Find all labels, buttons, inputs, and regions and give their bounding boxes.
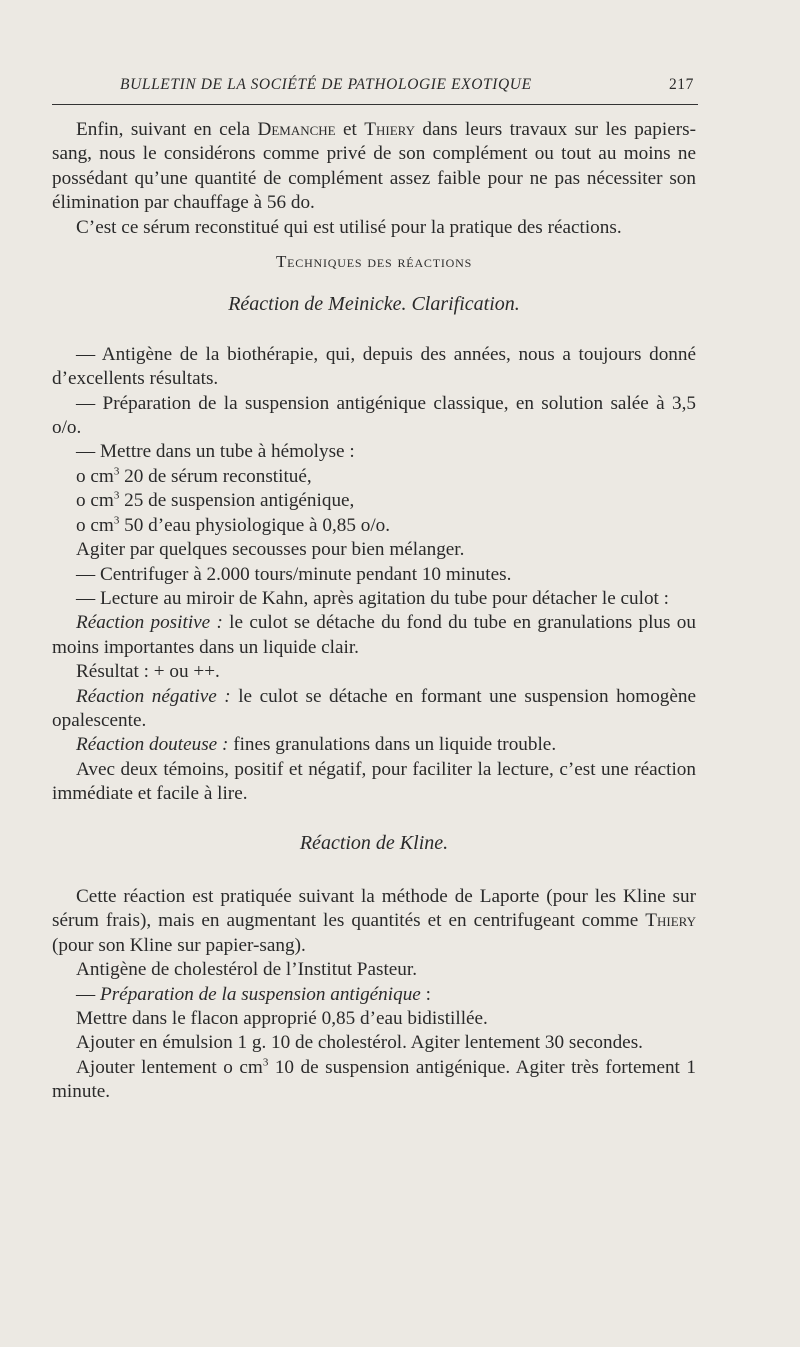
reaction-negative xyxy=(52,685,696,734)
text-run: (pour son Kline sur papier-sang). xyxy=(52,934,306,956)
text-run: : xyxy=(420,983,431,1005)
text-run: o cm xyxy=(76,514,114,536)
step-centrifuger: — Centrifuger à 2.000 tours/minute pendant 10 minutes. xyxy=(76,563,512,585)
article-body xyxy=(52,118,696,1105)
reaction-label: Réaction négative : xyxy=(76,685,231,707)
step-agiter: Agiter par quelques secousses pour bien mélanger. xyxy=(76,539,465,561)
superscript: 3 xyxy=(113,514,120,527)
text-run: 20 de sérum reconstitué, xyxy=(119,465,312,487)
step-antigene: — Antigène de la biothérapie, qui, depuis des années, nous a toujours donné d’excellents résultats. xyxy=(52,343,696,390)
reaction-douteuse xyxy=(52,733,696,757)
paragraph-antigene-cholesterol: Antigène de cholestérol de l’Institut Pasteur. xyxy=(76,959,418,981)
paragraph-ajouter xyxy=(52,1056,696,1105)
text-run: Cette réaction est pratiquée suivant la méthode de Laporte (pour les Kline sur sérum frais), mais en augmentant les quantités et en centrifugeant comme xyxy=(52,885,696,932)
superscript: 3 xyxy=(262,1056,269,1069)
text-run: o cm xyxy=(76,490,114,512)
author-name: Thiery xyxy=(645,910,696,932)
text-run: Enfin, suivant en cela xyxy=(76,119,258,140)
text-run: fines granulations dans un liquide trouble. xyxy=(228,734,557,756)
subheading-meinicke: Réaction de Meinicke. Clarification. xyxy=(228,293,520,316)
superscript: 3 xyxy=(113,489,120,502)
quantity-eau xyxy=(52,514,696,538)
paragraph-emulsion: Ajouter en émulsion 1 g. 10 de cholestérol. Agiter lentement 30 secondes. xyxy=(76,1032,643,1054)
subheading-kline: Réaction de Kline. xyxy=(299,831,449,854)
author-name: Demanche xyxy=(257,119,336,140)
step-tube: — Mettre dans un tube à hémolyse : xyxy=(76,441,355,463)
paragraph-complement xyxy=(52,118,696,216)
page-number: 217 xyxy=(668,76,694,93)
result-line: Résultat : + ou ++. xyxy=(76,661,220,683)
text-run: — xyxy=(76,983,100,1005)
step-preparation: — Préparation de la suspension antigénique classique, en solution salée à 3,5 o/o. xyxy=(52,392,696,439)
text-run: dans leurs travaux sur les papiers-sang, nous le considérons comme privé de son complément ou tout au moins ne possédant qu’une quantité de complément assez faible pour ne pas nécessiter son élimination par chauffage à 56 do. xyxy=(52,119,696,214)
text-run: Ajouter lentement o cm xyxy=(76,1056,263,1078)
header-rule xyxy=(52,104,698,105)
running-header xyxy=(52,76,698,100)
paragraph-reconstitue: C’est ce sérum reconstitué qui est utilisé pour la pratique des réactions. xyxy=(76,216,622,238)
running-title: BULLETIN DE LA SOCIÉTÉ DE PATHOLOGIE EXOTIQUE xyxy=(120,76,532,93)
text-run: et xyxy=(335,119,365,140)
text-run: le culot se détache en formant une suspension homogène opalescente. xyxy=(52,685,697,731)
paragraph-flacon: Mettre dans le flacon approprié 0,85 d’eau bidistillée. xyxy=(76,1008,488,1029)
quantity-suspension xyxy=(52,489,696,513)
text-run: 10 de suspension antigénique. Agiter très fortement 1 minute. xyxy=(52,1056,696,1103)
text-run: o cm xyxy=(76,465,114,487)
text-run: 50 d’eau physiologique à 0,85 o/o. xyxy=(119,514,391,536)
step-lecture: — Lecture au miroir de Kahn, après agitation du tube pour détacher le culot : xyxy=(76,587,669,609)
italic-phrase: Préparation de la suspension antigénique xyxy=(99,983,421,1005)
reaction-label: Réaction positive : xyxy=(76,612,223,634)
text-run: le culot se détache du fond du tube en granulations plus ou moins importantes dans un liquide clair. xyxy=(52,612,696,658)
reaction-label: Réaction douteuse : xyxy=(76,734,229,756)
quantity-serum xyxy=(52,465,696,489)
paragraph-kline-method xyxy=(52,885,696,958)
superscript: 3 xyxy=(113,465,120,478)
text-run: 25 de suspension antigénique, xyxy=(119,490,355,512)
paragraph-temoins: Avec deux témoins, positif et négatif, pour faciliter la lecture, c’est une réaction immédiate et facile à lire. xyxy=(52,758,696,805)
section-heading: Techniques des réactions xyxy=(275,252,473,272)
author-name: Thiery xyxy=(364,119,415,140)
paragraph-preparation-suspension xyxy=(52,983,696,1007)
reaction-positive xyxy=(52,611,696,660)
